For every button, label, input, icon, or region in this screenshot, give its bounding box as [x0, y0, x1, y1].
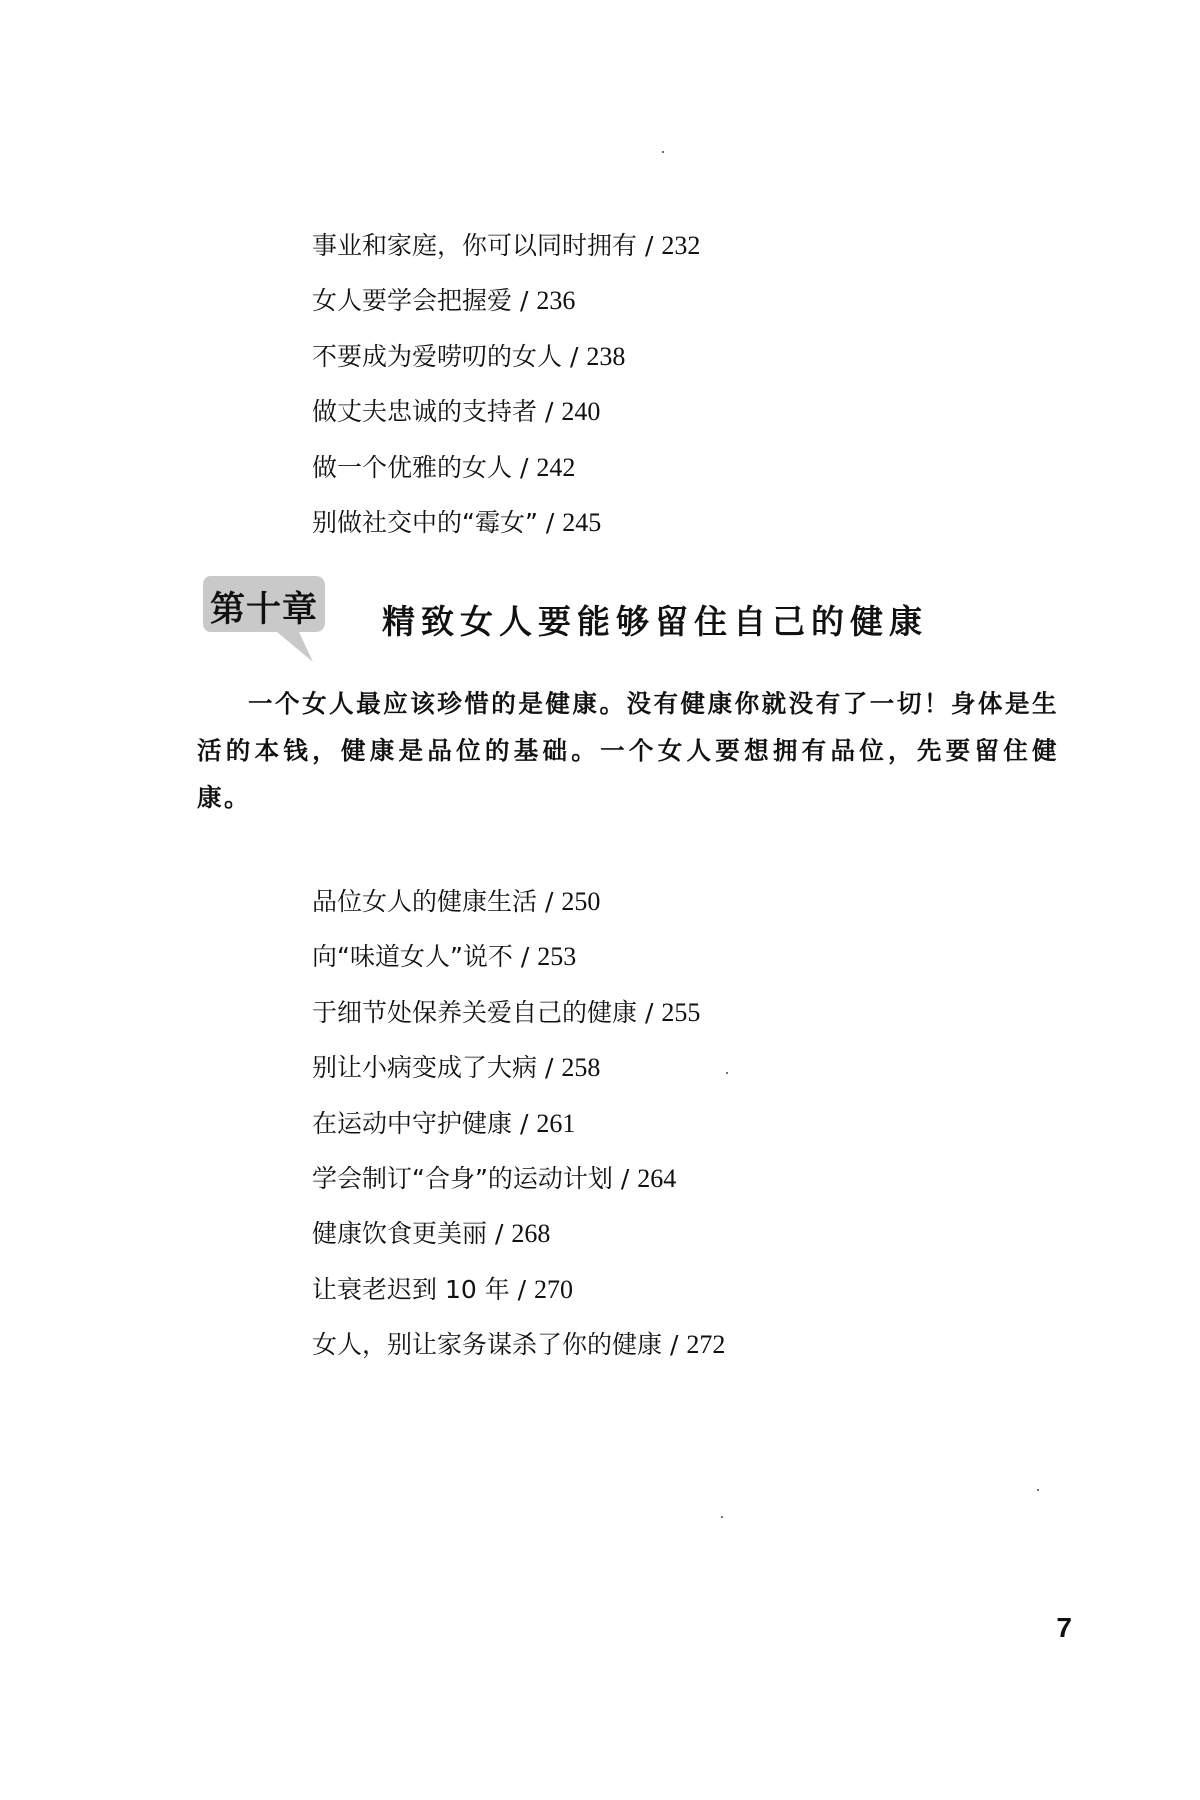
- toc-entry: [312, 273, 700, 328]
- toc-entry: [312, 1262, 725, 1317]
- toc-entry-separator: /: [637, 231, 662, 260]
- toc-list-bottom: [312, 874, 725, 1373]
- toc-entry-title: 于细节处保养关爱自己的健康: [312, 997, 638, 1027]
- toc-entry-separator: /: [562, 341, 587, 371]
- toc-entry-page: 242: [536, 452, 576, 482]
- toc-entry-page: 270: [534, 1274, 574, 1304]
- toc-entry-separator: /: [662, 1330, 687, 1360]
- toc-entry-title: 做丈夫忠诚的支持者: [312, 397, 538, 427]
- toc-entry-page: 258: [561, 1053, 601, 1083]
- toc-entry: [312, 1151, 725, 1206]
- toc-entry: [312, 929, 725, 984]
- toc-entry-separator: /: [537, 507, 563, 537]
- toc-entry-page: 272: [686, 1330, 726, 1360]
- toc-entry-separator: /: [537, 887, 562, 916]
- scan-speck: [1037, 1489, 1039, 1491]
- scan-speck: [721, 1516, 723, 1518]
- toc-entry-title: 别做社交中的“霉女”: [312, 507, 538, 537]
- toc-entry-separator: /: [512, 286, 537, 316]
- toc-entry-title: 健康饮食更美丽: [312, 1219, 488, 1249]
- toc-entry-separator: /: [487, 1219, 512, 1249]
- chapter-title: 精致女人要能够留住自己的健康: [382, 602, 928, 641]
- toc-entry-title: 向“味道女人”说不: [312, 942, 513, 972]
- toc-entry-page: 245: [562, 507, 602, 537]
- toc-entry-page: 261: [536, 1108, 576, 1138]
- chapter-badge: [201, 574, 327, 664]
- chapter-badge-label: 第十章: [209, 589, 318, 630]
- toc-entry-separator: /: [537, 397, 562, 427]
- toc-entry-page: 236: [536, 286, 576, 316]
- toc-entry-title: 做一个优雅的女人: [312, 452, 513, 482]
- toc-entry: [312, 218, 700, 273]
- toc-entry-page: 238: [586, 341, 626, 371]
- scan-speck: [726, 1072, 728, 1074]
- toc-entry-page: 268: [511, 1219, 551, 1249]
- toc-entry: [312, 440, 700, 495]
- toc-entry: [312, 1096, 725, 1151]
- toc-entry-page: 240: [561, 397, 601, 427]
- page-number: 7: [1056, 1612, 1072, 1643]
- toc-entry-title: 不要成为爱唠叨的女人: [312, 341, 563, 371]
- toc-entry-title: 让衰老迟到 10 年: [312, 1274, 510, 1304]
- toc-entry-separator: /: [637, 997, 662, 1027]
- toc-entry-page: 253: [537, 942, 577, 972]
- toc-entry-title: 事业和家庭，你可以同时拥有: [312, 231, 638, 260]
- toc-entry-title: 别让小病变成了大病: [312, 1053, 538, 1083]
- toc-entry-title: 学会制订“合身”的运动计划: [312, 1163, 613, 1193]
- toc-entry-separator: /: [512, 942, 538, 972]
- toc-entry: [312, 1040, 725, 1095]
- toc-entry-separator: /: [612, 1163, 638, 1193]
- toc-entry-title: 女人要学会把握爱: [312, 286, 513, 316]
- toc-entry-separator: /: [509, 1274, 535, 1304]
- toc-entry: [312, 1317, 725, 1372]
- toc-entry-separator: /: [512, 1108, 537, 1138]
- toc-entry: [312, 985, 725, 1040]
- toc-list-top: [312, 218, 700, 550]
- toc-entry-title: 在运动中守护健康: [312, 1108, 513, 1138]
- toc-entry-separator: /: [512, 452, 537, 482]
- scan-speck: [662, 151, 664, 153]
- toc-entry: [312, 874, 725, 929]
- toc-entry-title: 女人，别让家务谋杀了你的健康: [312, 1330, 663, 1360]
- toc-entry-page: 255: [661, 997, 701, 1027]
- toc-entry-page: 232: [661, 231, 701, 260]
- toc-entry-page: 250: [561, 887, 601, 916]
- toc-entry: [312, 384, 700, 439]
- toc-entry-separator: /: [537, 1053, 562, 1083]
- toc-entry-page: 264: [637, 1163, 677, 1193]
- toc-entry: [312, 495, 700, 550]
- toc-entry-title: 品位女人的健康生活: [312, 887, 538, 916]
- toc-entry: [312, 329, 700, 384]
- toc-entry: [312, 1206, 725, 1261]
- chapter-intro: 一个女人最应该珍惜的是健康。没有健康你就没有了一切！身体是生活的本钱，健康是品位的基础。一个女人要想拥有品位，先要留住健康。: [197, 689, 1059, 812]
